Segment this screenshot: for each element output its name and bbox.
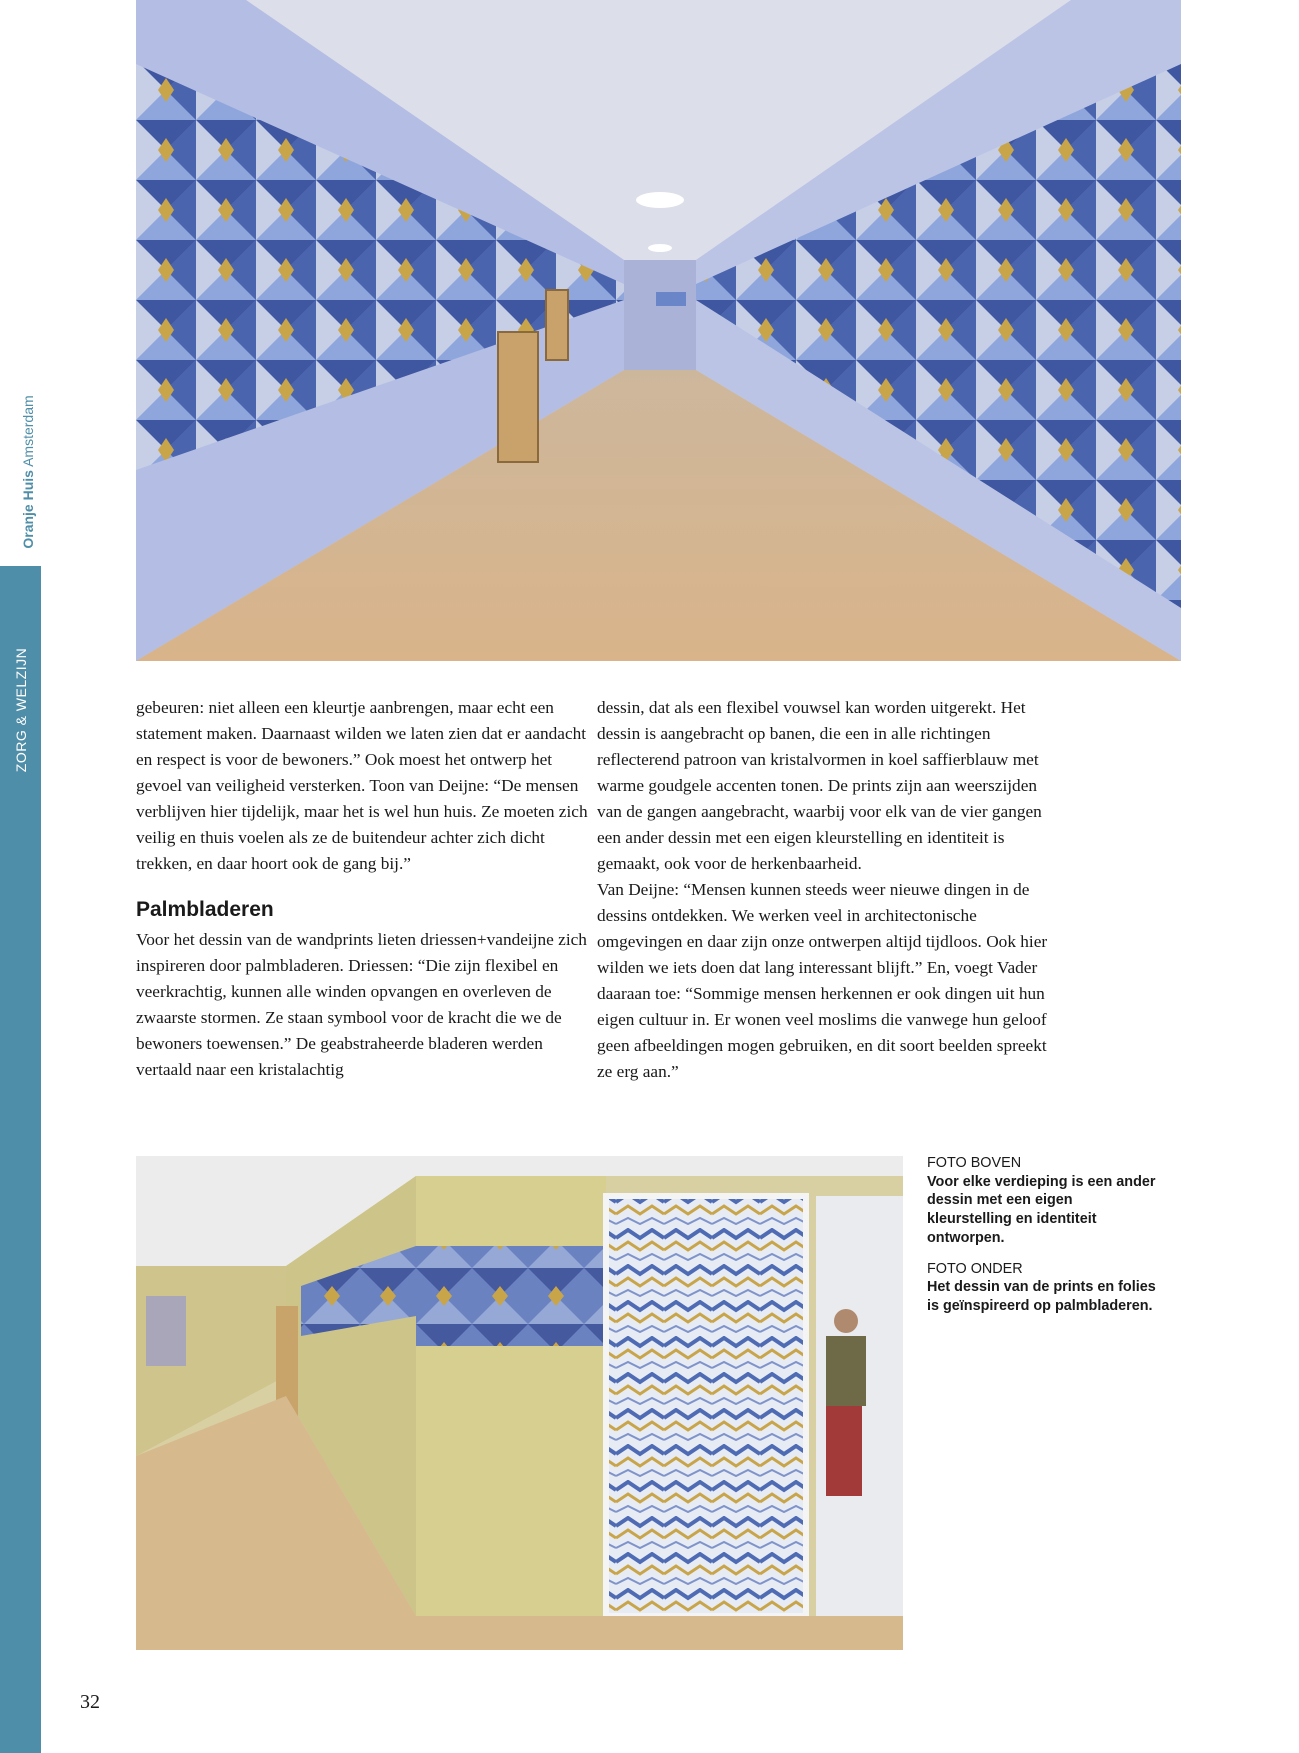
section-label: ZORG & WELZIJN	[13, 647, 29, 773]
paragraph: dessin, dat als een flexibel vouwsel kan worden uitgerekt. Het dessin is aangebracht op banen, die een in alle richtingen reflecterend patroon van kristalvormen in koel saffierblauw met warme goudgele accenten tonen. De prints zijn aan weerszijden van de gangen aangebracht, waarbij voor elk van de vier gangen een ander dessin met een eigen kleurstelling en identiteit is gemaakt, ook voor de herkenbaarheid.	[597, 698, 1042, 873]
article-column-left	[136, 695, 596, 1083]
magazine-city: Amsterdam	[20, 395, 36, 467]
bottom-photo-illustration	[136, 1156, 903, 1650]
magazine-label	[20, 395, 36, 548]
top-photo-illustration	[136, 0, 1181, 661]
paragraph: Voor het dessin van de wandprints lieten driessen+vandeijne zich inspireren door palmbladeren. Driessen: “Die zijn flexibel en veerkrachtig, kunnen alle winden opvangen en overleven de zwaarste stormen. Ze staan symbool voor de kracht die we de bewoners toewensen.” De geabstraheerde bladeren werden vertaald naar een kristalachtig	[136, 930, 587, 1079]
caption-label-bottom: FOTO ONDER	[927, 1260, 1023, 1277]
bottom-photo	[136, 1156, 903, 1650]
page-number: 32	[80, 1691, 100, 1713]
paragraph: Van Deijne: “Mensen kunnen steeds weer nieuwe dingen in de dessins ontdekken. We werken veel in architectonische omgevingen en daar zijn onze ontwerpen altijd tijdloos. Ook hier wilden we iets doen dat lang interessant blijft.” En, voegt Vader daaraan toe: “Sommige mensen herkennen er ook dingen uit hun eigen cultuur in. Er wonen veel moslims die vanwege hun geloof geen afbeeldingen mogen gebruiken, en dit soort beelden spreekt ze erg aan.”	[597, 880, 1048, 1081]
paragraph: gebeuren: niet alleen een kleurtje aanbrengen, maar echt een statement maken. Daarnaast wilden we laten zien dat er aandacht en respect is voor de bewoners.” Ook moest het ontwerp het gevoel van veiligheid versterken. Toon van Deijne: “De mensen verblijven hier tijdelijk, maar het is wel hun huis. Ze moeten zich veilig en thuis voelen als ze de buitendeur achter zich dicht trekken, en daar hoort ook de gang bij.”	[136, 698, 588, 873]
caption-text-top: Voor elke verdieping is een ander dessin met een eigen kleurstelling en identiteit ontworpen.	[927, 1173, 1156, 1246]
photo-captions	[927, 1154, 1157, 1328]
article-column-right	[597, 695, 1057, 1085]
caption-text-bottom: Het dessin van de prints en folies is geïnspireerd op palmbladeren.	[927, 1279, 1156, 1314]
top-photo	[136, 0, 1181, 661]
magazine-title: Oranje Huis	[20, 470, 36, 549]
subheading: Palmbladeren	[136, 898, 274, 921]
caption-label-top: FOTO BOVEN	[927, 1155, 1022, 1171]
